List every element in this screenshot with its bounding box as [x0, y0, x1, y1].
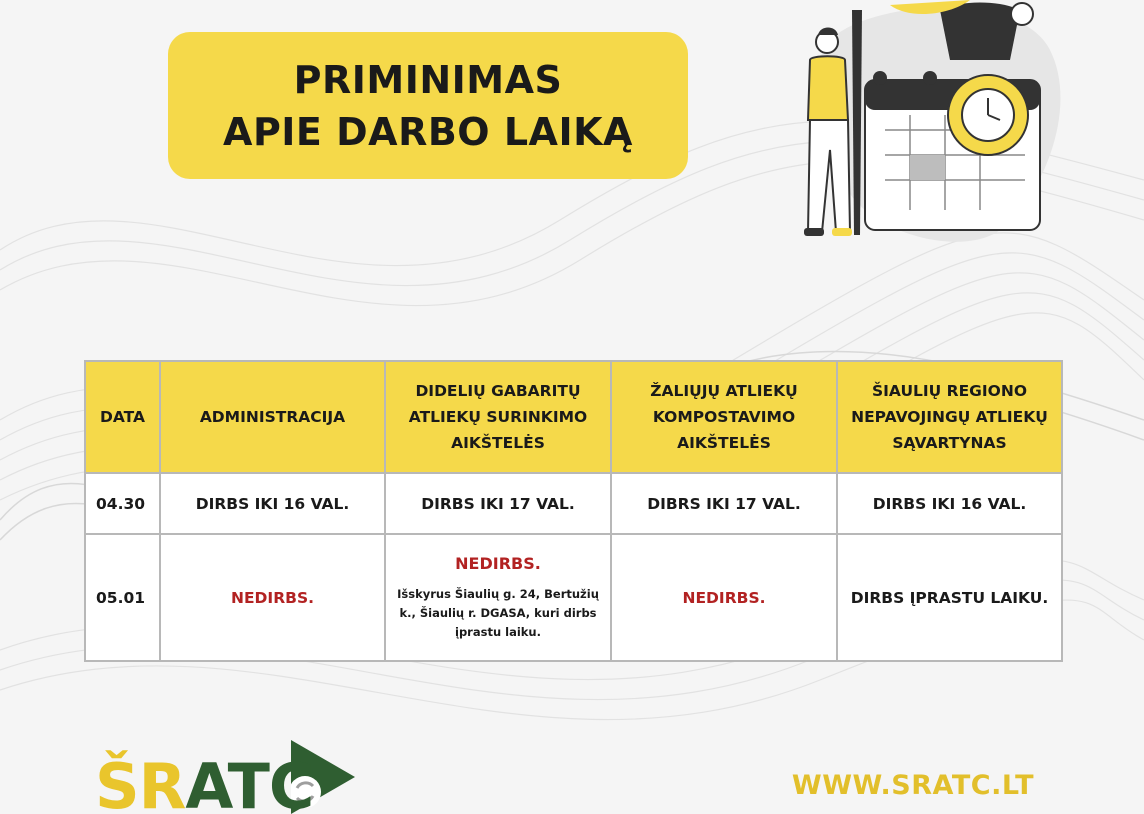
header-landfill: ŠIAULIŲ REGIONO NEPAVOJINGŲ ATLIEKŲ SĄVARTYNAS [837, 361, 1062, 473]
cell-landfill: DIRBS IKI 16 VAL. [837, 473, 1062, 534]
title-line-2: APIE DARBO LAIKĄ [223, 109, 633, 154]
cell-large-waste-note: Išskyrus Šiaulių g. 24, Bertužių k., Šiaulių r. DGASA, kuri dirbs įprastu laiku. [397, 586, 599, 639]
row-date: 04.30 [85, 473, 160, 534]
title-banner [168, 32, 688, 179]
title-line-1: PRIMINIMAS [293, 57, 563, 102]
logo-letters-yellow: ŠR [95, 750, 186, 814]
cell-green-waste: DIBRS IKI 17 VAL. [611, 473, 837, 534]
table-row [85, 473, 1062, 534]
cell-admin: NEDIRBS. [160, 534, 385, 661]
schedule-table [84, 360, 1063, 662]
table-row [85, 534, 1062, 661]
table-header-row [85, 361, 1062, 473]
header-administration: ADMINISTRACIJA [160, 361, 385, 473]
cell-green-waste: NEDIRBS. [611, 534, 837, 661]
cell-landfill: DIRBS ĮPRASTU LAIKU. [837, 534, 1062, 661]
header-green-waste-sites: ŽALIŲJŲ ATLIEKŲ KOMPOSTAVIMO AIKŠTELĖS [611, 361, 837, 473]
row-date: 05.01 [85, 534, 160, 661]
website-link[interactable]: WWW.SRATC.LT [791, 770, 1034, 801]
sratc-logo [95, 740, 355, 814]
cell-large-waste: DIRBS IKI 17 VAL. [385, 473, 611, 534]
people-calendar-illustration [770, 0, 1070, 245]
cell-admin: DIRBS IKI 16 VAL. [160, 473, 385, 534]
header-date: DATA [85, 361, 160, 473]
logo-text [95, 752, 313, 814]
cell-large-waste [385, 534, 611, 661]
gear-clock-icon [948, 75, 1028, 155]
logo-letters-green: ATC [185, 750, 314, 814]
cell-large-waste-status: NEDIRBS. [455, 553, 541, 573]
header-large-waste-sites: DIDELIŲ GABARITŲ ATLIEKŲ SURINKIMO AIKŠTELĖS [385, 361, 611, 473]
